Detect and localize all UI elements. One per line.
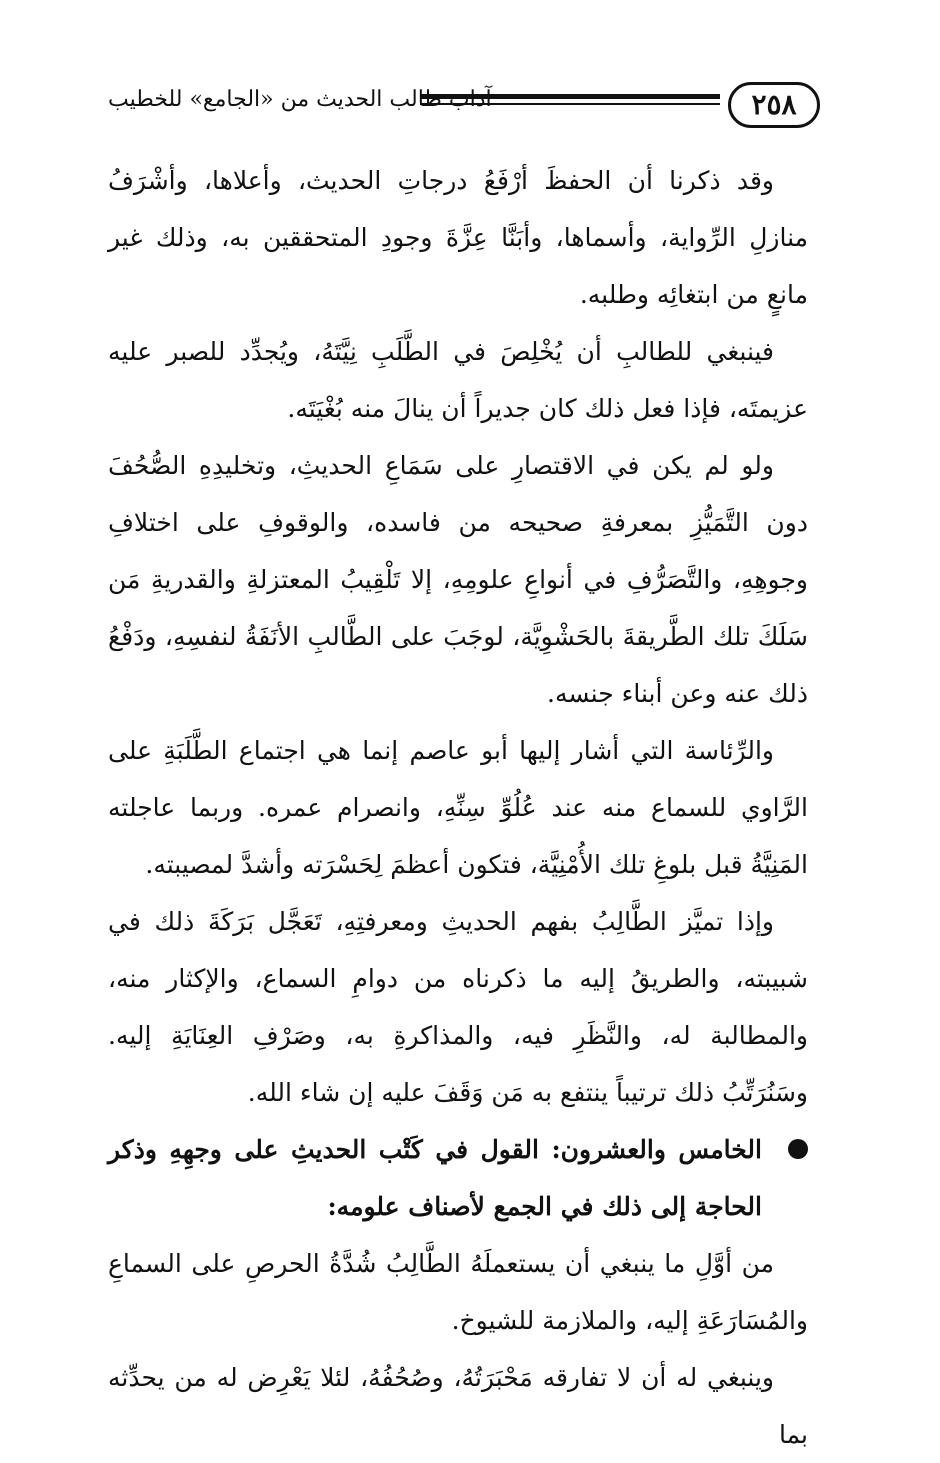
page-body [108,152,808,1463]
paragraph-2: فينبغي للطالبِ أن يُخْلِصَ في الطَّلَبِ نِيَّتَهُ، ويُجدِّد للصبر عليه عزيمتَه، فإذا فعل ذلك كان جديراً أن ينالَ منه بُغْيَتَه. [108,337,808,423]
paragraph-6: من أوَّلِ ما ينبغي أن يستعملَهُ الطَّالِبُ شُدَّةُ الحرصِ على السماعِ والمُسَارَعَةِ إليه، والملازمة للشيوخ. [108,1249,808,1335]
section-heading-text: الخامس والعشرون: القول في كَتْب الحديثِ على وجهِهِ وذكر الحاجة إلى ذلك في الجمع لأصناف علومه: [108,1135,762,1221]
page-number-badge: ٢٥٨ [728,82,820,128]
bullet-dot-icon [788,1139,808,1159]
page-header [100,78,820,138]
running-title: آداب طالب الحديث من «الجامع» للخطيب [108,87,492,112]
paragraph-5: وإذا تميَّز الطَّالِبُ بفهم الحديثِ ومعرفتِهِ، تَعَجَّل بَرَكَةَ ذلك في شبيبته، والطريقُ إليه ما ذكرناه من دوامِ السماع، والإكثار منه، والمطالبة له، والنَّظَرِ فيه، والمذاكرةِ به، وصَرْفِ العِنَايَةِ إليه. وسَنُرَتِّبُ ذلك ترتيباً ينتفع به مَن وَقَفَ عليه إن شاء الله. [108,907,808,1107]
paragraph-1: وقد ذكرنا أن الحفظَ أرْفَعُ درجاتِ الحديث، وأعلاها، وأشْرَفُ منازلِ الرِّواية، وأسماها، وأبَنَّا عِزَّةَ وجودِ المتحققين به، وذلك غير مانعٍ من ابتغائِه وطلبه. [108,166,808,309]
section-heading [108,1121,808,1235]
paragraph-3: ولو لم يكن في الاقتصارِ على سَمَاعِ الحديثِ، وتخليدِهِ الصُّحُفَ دون التَّمَيُّزِ بمعرفةِ صحيحه من فاسده، والوقوفِ على اختلافِ وجوهِهِ، والتَّصَرُّفِ في أنواعِ علومِهِ، إلا تَلْقِيبُ المعتزلةِ والقدريةِ مَن سَلَكَ تلك الطَّريقةَ بالحَشْوِيَّة، لوجَبَ على الطَّالبِ الأنَفَةُ لنفسِهِ، ودَفْعُ ذلك عنه وعن أبناء جنسه. [108,451,808,708]
paragraph-7: وينبغي له أن لا تفارقه مَحْبَرَتُهُ، وصُحُفُهُ، لئلا يَعْرِض له من يحدِّثه بما [108,1363,808,1449]
paragraph-4: والرِّئاسة التي أشار إليها أبو عاصم إنما هي اجتماع الطَّلَبَةِ على الرَّاوي للسماع منه عند عُلُوِّ سِنِّهِ، وانصرام عمره. وربما عاجلته المَنِيَّةُ قبل بلوغِ تلك الأُمْنِيَّة، فتكون أعظمَ لِحَسْرَته وأشدَّ لمصيبته. [108,736,808,879]
